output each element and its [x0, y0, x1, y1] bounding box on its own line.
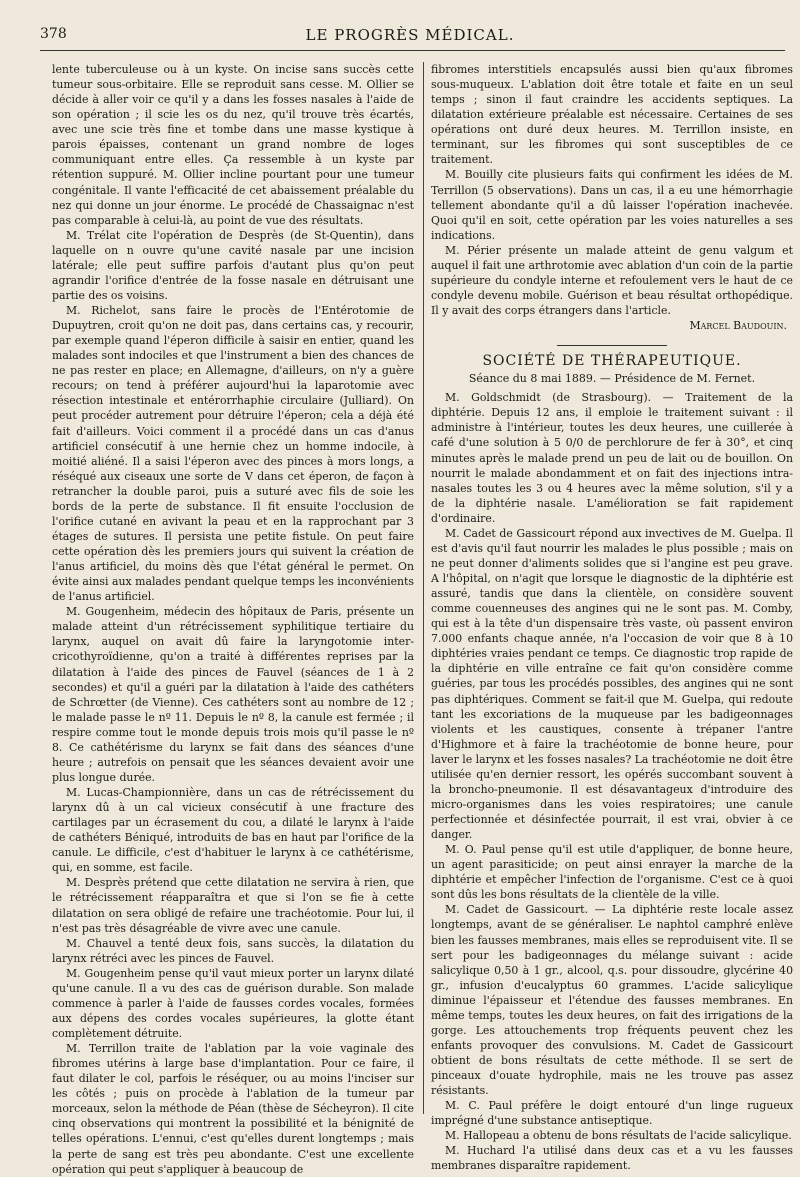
- paragraph: M. Cadet de Gassicourt répond aux invectives de M. Guelpa. Il est d'avis qu'il faut nourrir les malades le plus possible ; mais on ne peut donner d'aliments solides que si l'angine est peu grave. A l'hôpital, on n'agit que lorsque le diagnostic de la diphtérie est assuré, tandis que dans la clientèle, on considère souvent comme couenneuses des angines qui ne le sont pas. M. Comby, qui est à la tête d'un dispensaire très vaste, où passent environ 7.000 enfants chaque année, n'a l'occasion de voir que 8 à 10 diphtéries vraies pendant ce temps. Ce diagnostic trop rapide de la diphtérie en ville entraîne ce fait qu'on considère comme guéries, par tous les procédés possibles, des angines qui ne sont pas diphtériques. Comment se fait-il que M. Guelpa, qui redoute tant les excoriations de la muqueuse par les badigeonnages violents et les caustiques, consente à trépaner l'antre d'Highmore et à faire la trachéotomie de bonne heure, pour laver le larynx et les fosses nasales? La trachéotomie ne doit être utilisée qu'en dernier ressort, les opérés succombant souvent à la broncho-pneumonie. Il est désavantageux d'introduire des micro-organismes dans les voies respiratoires; une canule perfectionnée et désinfectée pourrait, il est vrai, obvier à ce danger.: [431, 526, 793, 842]
- paragraph: M. O. Paul pense qu'il est utile d'appliquer, de bonne heure, un agent parasiticide; on peut ainsi enrayer la marche de la diphtérie et empêcher l'infection de l'organisme. C'est ce à quoi sont dûs les bons résultats de la clientèle de la ville.: [431, 843, 793, 902]
- paragraph: M. Goldschmidt (de Strasbourg). — Traitement de la diphtérie. Depuis 12 ans, il emploie le traitement suivant : il administre à l'intérieur, toutes les deux heures, une cuillerée à café d'une solution à 5 0/0 de perchlorure de fer à 30°, et cinq minutes après le malade prend un peu de lait ou de bouillon. On nourrit le malade abondamment et on fait des injections intra-nasales toutes les 3 ou 4 heures avec la même solution, s'il y a de la diphtérie nasale. L'amélioration se fait rapidement d'ordinaire.: [431, 391, 793, 525]
- author-signature: Marcel Baudouin.: [689, 319, 787, 333]
- paragraph: M. Hallopeau a obtenu de bons résultats de l'acide salicylique.: [445, 1129, 792, 1143]
- paragraph: M. Gougenheim pense qu'il vaut mieux porter un larynx dilaté qu'une canule. Il a vu des cas de guérison durable. Son malade commence à parler à l'aide de fausses cordes vocales, formées aux dépens des cordes vocales supérieures, la glotte étant complètement détruite.: [52, 966, 414, 1040]
- paragraph: M. Cadet de Gassicourt. — La diphtérie reste locale assez longtemps, avant de se généraliser. Le naphtol camphré enlève bien les fausses membranes, mais elles se reproduisent vite. Il se sert pour les badigeonnages du mélange suivant : acide salicylique 0,50 à 1 gr., alcool, q.s. pour dissoudre, glycérine 40 gr., infusion d'eucalyptus 60 grammes. L'acide salicylique diminue l'épaisseur et l'étendue des fausses membranes. En même temps, toutes les deux heures, on fait des irrigations de la gorge. Les attouchements trop fréquents peuvent chez les enfants provoquer des convulsions. M. Cadet de Gassicourt obtient de bons résultats de cette méthode. Il se sert de pinceaux d'ouate hydrophile, mais ne les trouve pas assez résistants.: [431, 903, 793, 1098]
- paragraph: M. Chauvel a tenté deux fois, sans succès, la dilatation du larynx rétréci avec les pinces de Fauvel.: [52, 936, 414, 965]
- left-column: [52, 62, 414, 1176]
- paragraph: M. Trélat cite l'opération de Desprès (de St-Quentin), dans laquelle on n ouvre qu'une cavité nasale par une incision latérale; elle peut suffire parfois d'autant plus qu'on peut agrandir l'orifice d'entrée de la fosse nasale en détruisant une partie des os voisins.: [52, 228, 414, 302]
- paragraph: M. Richelot, sans faire le procès de l'Entérotomie de Dupuytren, croit qu'on ne doit pas, dans certains cas, y recourir, par exemple quand l'éperon difficile à saisir en entier, quand les malades sont indociles et que l'instrument a bien des chances de ne pas rester en place; en Allemagne, d'ailleurs, on n'y a guère recours; on tend à préférer aujourd'hui la laparotomie avec résection intestinale et entérorrhaphie circulaire (Julliard). On peut procéder autrement pour détruire l'éperon; cela a déjà été fait d'ailleurs. Voici comment il a procédé dans un cas d'anus artificiel consécutif à une hernie chez un homme indocile, à moitié aliéné. Il a saisi l'éperon avec des pinces à mors longs, a réséqué aux ciseaux une sorte de V dans cet éperon, de façon à retrancher la double paroi, puis a suturé avec fils de soie les bords de la perte de substance. Il fit ensuite l'occlusion de l'orifice cutané en avivant la peau et en la rapprochant par 3 étages de sutures. Il persista une petite fistule. On peut faire cette opération dès les premiers jours qui suivent la création de l'anus artificiel, du moins dès que l'état général le permet. On évite ainsi aux malades pendant quelque temps les inconvénients de l'anus artificiel.: [52, 304, 414, 604]
- section-subtitle: Séance du 8 mai 1889. — Présidence de M. Fernet.: [468, 372, 756, 386]
- paragraph: M. Desprès prétend que cette dilatation ne servira à rien, que le rétrécissement réapparaîtra et que si l'on se fie à cette dilatation on sera obligé de refaire une trachéotomie. Pour lui, il n'est pas très désagréable de vivre avec une canule.: [52, 876, 414, 935]
- paragraph: M. Huchard l'a utilisé dans deux cas et a vu les fausses membranes disparaître rapidement.: [431, 1144, 793, 1173]
- right-column: [431, 62, 793, 1173]
- column-divider: [423, 62, 424, 1114]
- section-rule: [557, 345, 667, 346]
- paragraph: M. Lucas-Championnière, dans un cas de rétrécissement du larynx dû à un cal vicieux consécutif à une fracture des cartilages par un écrasement du cou, a dilaté le larynx à l'aide de cathéters Béniqué, introduits de bas en haut par l'orifice de la canule. Le difficile, c'est d'habituer le larynx à ce cathétérisme, qui, en somme, est facile.: [52, 786, 414, 875]
- journal-title: LE PROGRÈS MÉDICAL.: [305, 26, 515, 44]
- section-title: SOCIÉTÉ DE THÉRAPEUTIQUE.: [482, 353, 742, 370]
- paragraph: M. Terrillon traite de l'ablation par la voie vaginale des fibromes utérins à large base d'implantation. Pour ce faire, il faut dilater le col, parfois le réséquer, ou au moins l'inciser sur les côtés ; puis on procède à l'ablation de la tumeur par morceaux, selon la méthode de Péan (thèse de Sécheyron). Il cite cinq observations qui montrent la possibilité et la bénignité de telles opérations. L'ennui, c'est qu'elles durent longtemps ; mais la perte de sang est très peu abondante. C'est une excellente opération qui peut s'appliquer à beaucoup de: [52, 1042, 414, 1176]
- paragraph: M. Bouilly cite plusieurs faits qui confirment les idées de M. Terrillon (5 observations). Dans un cas, il a eu une hémorrhagie tellement abondante qu'il a dû laisser l'opération inachevée. Quoi qu'il en soit, cette opération par les voies naturelles a ses indications.: [431, 168, 793, 242]
- page-number: 378: [40, 26, 67, 42]
- paragraph: lente tuberculeuse ou à un kyste. On incise sans succès cette tumeur sous-orbitaire. Elle se reproduit sans cesse. M. Ollier se décide à aller voir ce qu'il y a dans les fosses nasales à l'aide de son opération ; il scie les os du nez, qu'il trouve très écartés, avec une scie très fine et tombe dans une masse kystique à parois épaisses, contenant un grand nombre de loges communiquant entre elles. Ça ressemble à un kyste par rétention suppuré. M. Ollier incline pourtant pour une tumeur congénitale. Il vante l'efficacité de cet abaissement préalable du nez qui donne un jour énorme. Le procédé de Chassaignac n'est pas comparable à celui-là, au point de vue des résultats.: [52, 63, 414, 227]
- paragraph: M. C. Paul préfère le doigt entouré d'un linge rugueux imprégné d'une substance antiseptique.: [431, 1099, 793, 1128]
- header-rule: [40, 50, 785, 51]
- page-header: [40, 26, 780, 46]
- paragraph: M. Périer présente un malade atteint de genu valgum et auquel il fait une arthrotomie avec ablation d'un coin de la partie supérieure du condyle interne et refoulement vers le haut de ce condyle devenu mobile. Guérison et beau résultat orthopédique. Il y avait des corps étrangers dans l'article.: [431, 243, 793, 317]
- paragraph: fibromes interstitiels encapsulés aussi bien qu'aux fibromes sous-muqueux. L'ablation doit être totale et faite en un seul temps ; sinon il faut craindre les accidents septiques. La dilatation extérieure préalable est nécessaire. Certaines de ses opérations ont duré deux heures. M. Terrillon insiste, en terminant, sur les fibromes qui sont susceptibles de ce traitement.: [431, 63, 793, 167]
- paragraph: M. Gougenheim, médecin des hôpitaux de Paris, présente un malade atteint d'un rétrécissement syphilitique tertiaire du larynx, auquel on avait dû faire la laryngotomie inter-cricothyroïdienne, qu'on a traité à différentes reprises par la dilatation à l'aide des pinces de Fauvel (séances de 1 à 2 secondes) et qu'il a guéri par la dilatation à l'aide des cathéters de Schrœtter (de Vienne). Ces cathéters sont au nombre de 12 ; le malade passe le nº 11. Depuis le nº 8, la canule est fermée ; il respire comme tout le monde depuis trois mois qu'il passe le nº 8. Ce cathétérisme du larynx se fait dans des séances d'une heure ; autrefois on pensait que les séances devaient avoir une plus longue durée.: [52, 605, 414, 784]
